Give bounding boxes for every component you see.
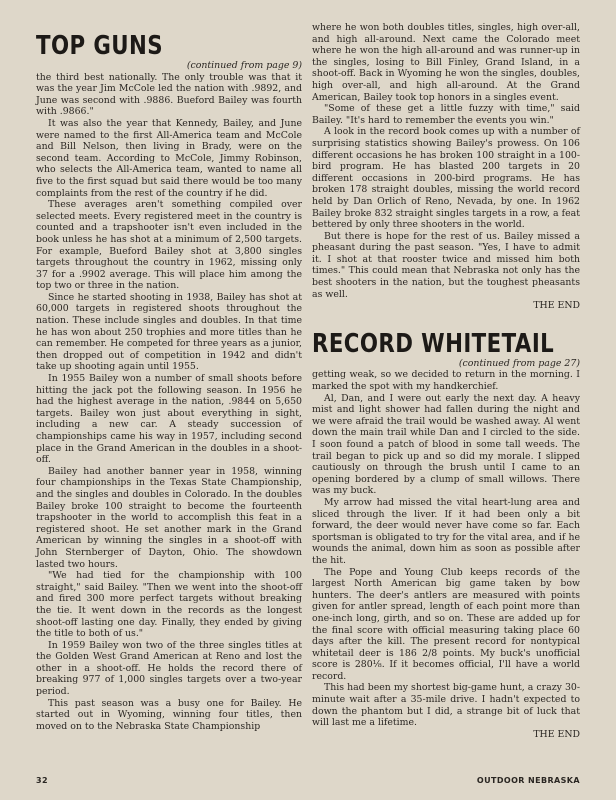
paragraph: A look in the record book comes up with a number of surprising statistics showing Bailey's prowess. On 106 different occasions he has broken 100 straight in a 100-bird program. He has blasted 200 targets in 20 different occasions in 200-bird programs. He has broken 178 straight doubles, missing the world record held by Dan Orlich of Reno, Nevada, by one. In 1962 Bailey broke 832 straight singles targets in a row, a feat bettered by only three shooters in the world. [312,126,580,231]
left-column [36,32,302,732]
paragraph: But there is hope for the rest of us. Bailey missed a pheasant during the past season. "Yes, I have to admit it. I shot at that rooster twice and missed him both times." This could mean that Nebraska not only has the best shooters in the nation, but the toughest pheasants as well. [312,230,580,300]
paragraph: This had been my shortest big-game hunt, a crazy 30-minute wait after a 35-mile drive. I hadn't expected to down the phantom but I did, a strange bit of luck that will last me a lifetime. [312,682,580,729]
paragraph: "We had tied for the championship with 100 straight," said Bailey. "Then we went into the shoot-off and fired 300 more perfect targets without breaking the tie. It went down in the records as the longest shoot-off lasting one day. Finally, they ended by giving the title to both of us." [36,570,302,640]
the-end-marker: THE END [533,300,580,312]
paragraph: Bailey had another banner year in 1958, winning four championships in the Texas State Championship, and the singles and doubles in Colorado. In the doubles Bailey broke 100 straight to become the fourteenth trapshooter in the world to accomplish this feat in a registered shoot. He set another mark in the Grand American by winning the singles in a shoot-off with John Sternberger of Dayton, Ohio. The showdown lasted two hours. [36,465,302,570]
paragraph: "Some of these get a little fuzzy with time," said Bailey. "It's hard to remember the events you win." [312,103,580,126]
paragraph: where he won both doubles titles, singles, high over-all, and high all-around. Next came the Colorado meet where he won the high all-around and was runner-up in the singles, losing to Bill Finley, Grand Island, in a shoot-off. Back in Wyoming he won the singles, doubles, high over-all, and high all-around. At the Grand American, Bailey took top honors in a singles event. [312,22,580,103]
record-whitetail-section [312,330,580,741]
paragraph: In 1959 Bailey won two of the three singles titles at the Golden West Grand American at Reno and lost the other in a shoot-off. He holds the record there of breaking 977 of 1,000 singles targets over a two-year period. [36,639,302,698]
paragraph: The Pope and Young Club keeps records of the largest North American big game taken by bow hunters. The deer's antlers are measured with points given for antler spread, length of each point more than one-inch long, girth, and so on. These are added up for the final score with official measuring taking place 60 days after the kill. The present record for nontypical whitetail deer is 186 2/8 points. My buck's unofficial score is 280⅛. If it becomes official, I'll have a world record. [312,566,580,682]
paragraph: Al, Dan, and I were out early the next day. A heavy mist and light shower had fallen during the night and we were afraid the trail would be washed away. Al went down the main trail while Dan and I circled to the side. I soon found a patch of blood in some tall weeds. The trail began to pick up and so did my morale. I slipped cautiously on through the brush until I came to an opening bordered by a clump of small willows. There was my buck. [312,392,580,497]
publication-name: OUTDOOR NEBRASKA [476,776,580,785]
article-title-top-guns: TOP GUNS [36,31,164,61]
the-end-marker: THE END [533,728,580,740]
paragraph: Since he started shooting in 1938, Bailey has shot at 60,000 targets in registered shoots throughout the nation. These include singles and doubles. In that time he has won about 250 trophies and more titles than he can remember. He competed for three years as a junior, then dropped out of competition in 1942 and didn't take up shooting again until 1955. [36,291,302,373]
page-number: 32 [36,776,48,785]
paragraph: getting weak, so we decided to return in the morning. I marked the spot with my handkerchief. [312,369,580,393]
continued-note: (continued from page 27) [458,357,580,369]
paragraph: In 1955 Bailey won a number of small shoots before hitting the jack pot the following season. In 1956 he had the highest average in the nation, .9844 on 5,650 targets. Bailey won just about everything in sight, including a new car. A steady succession of championships came his way in 1957, including second place in the Grand American in the doubles in a shoot-off. [36,373,302,466]
paragraph: These averages aren't something compiled over selected meets. Every registered meet in the country is counted and a trapshooter isn't even included in the book unless he has shot at a minimum of 2,500 targets. For example, Bueford Bailey shot at 3,800 singles targets throughout the country in 1962, missing only 37 for a .9902 average. This will place him among the top two or three in the nation. [36,199,302,292]
continued-note: (continued from page 9) [186,60,302,71]
paragraph: It was also the year that Kennedy, Bailey, and June were named to the first All-America team and McCole and Bill Nelson, then living in Brady, were on the second team. According to McCole, Jimmy Robinson, who selects the All-America team, wanted to name all five to the first squad but said there would be too many complaints from the rest of the country if he did. [36,117,302,199]
paragraph: the third best nationally. The only trouble was that it was the year Jim McCole led the nation with .9892, and June was second with .9886. Bueford Bailey was fourth with .9866." [36,71,302,118]
paragraph: My arrow had missed the vital heart-lung area and sliced through the liver. If it had been only a bit forward, the deer would never have come so far. Each sportsman is obligated to try for the vital area, and if he wounds the animal, down him as soon as possible after the hit. [312,496,580,566]
article-title-record-whitetail: RECORD WHITETAIL [312,328,555,359]
paragraph: This past season was a busy one for Bailey. He started out in Wyoming, winning four titles, then moved on to the Nebraska State Championship [36,697,302,732]
right-column [312,22,580,740]
